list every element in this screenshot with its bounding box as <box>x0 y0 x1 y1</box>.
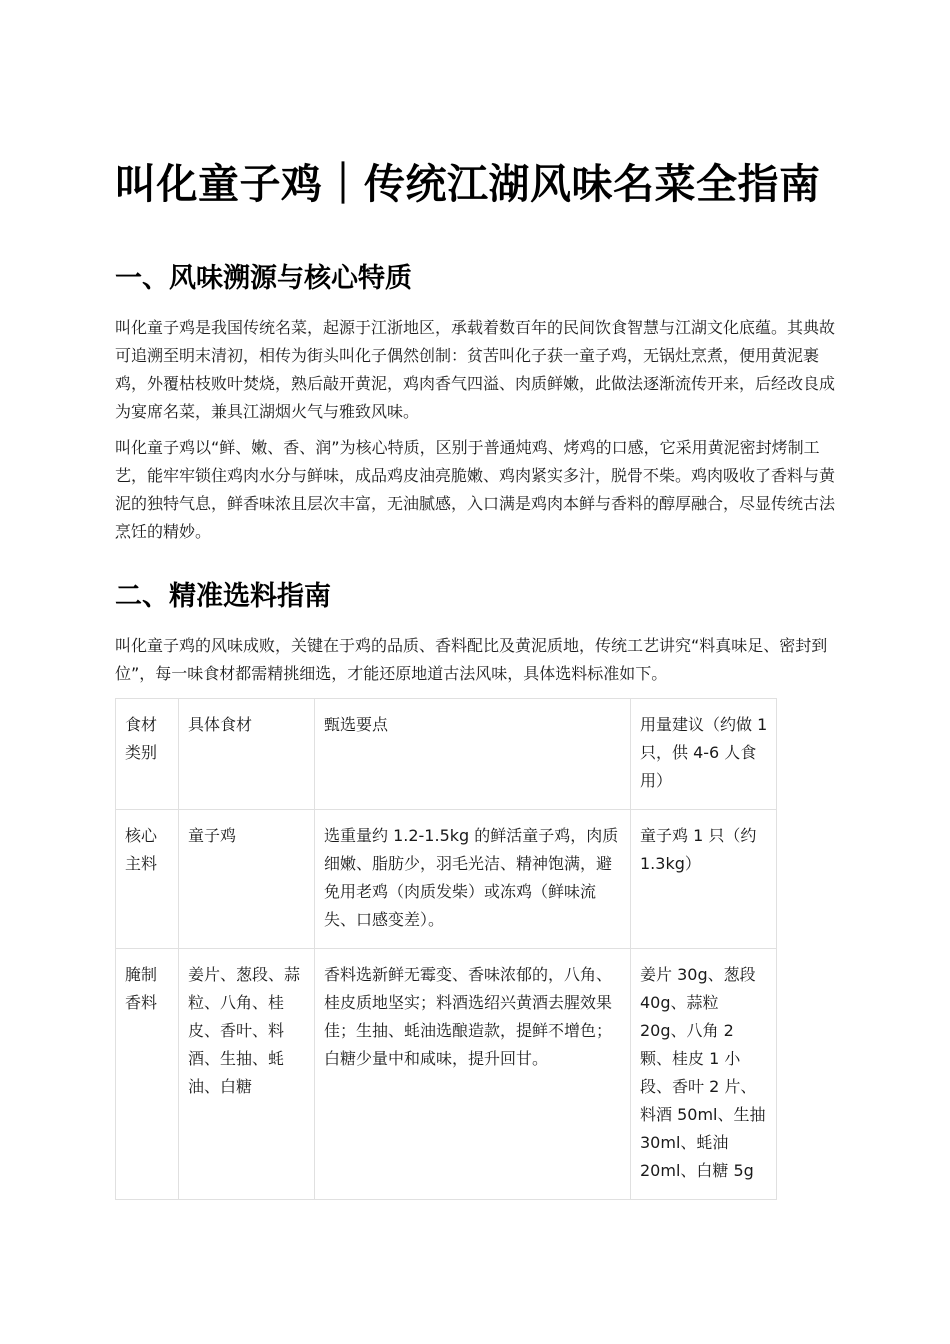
header-cell-ingredient: 具体食材 <box>179 699 315 810</box>
table-cell-category: 核心主料 <box>116 810 179 949</box>
ingredients-table <box>115 698 777 1200</box>
table-cell-ingredient: 姜片、葱段、蒜粒、八角、桂皮、香叶、料酒、生抽、蚝油、白糖 <box>179 949 315 1200</box>
table-header-row <box>116 699 777 810</box>
page-title: 叫化童子鸡｜传统江湖风味名菜全指南 <box>115 160 821 208</box>
table-cell-selection-tips: 香料选新鲜无霉变、香味浓郁的，八角、桂皮质地坚实；料酒选绍兴黄酒去腥效果佳；生抽、蚝油选酿造款，提鲜不增色；白糖少量中和咸味，提升回甘。 <box>315 949 631 1200</box>
paragraph-ingredients-intro: 叫化童子鸡的风味成败，关键在于鸡的品质、香料配比及黄泥质地，传统工艺讲究“料真味足、密封到位”，每一味食材都需精挑细选，才能还原地道古法风味，具体选料标准如下。 <box>115 636 828 683</box>
paragraph-core-traits: 叫化童子鸡以“鲜、嫩、香、润”为核心特质，区别于普通炖鸡、烤鸡的口感，它采用黄泥密封烤制工艺，能牢牢锁住鸡肉水分与鲜味，成品鸡皮油亮脆嫩、鸡肉紧实多汁，脱骨不柴。鸡肉吸收了香料与黄泥的独特气息，鲜香味浓且层次丰富，无油腻感，入口满是鸡肉本鲜与香料的醇厚融合，尽显传统古法烹饪的精妙。 <box>115 438 836 541</box>
header-cell-category: 食材类别 <box>116 699 179 810</box>
table-cell-ingredient: 童子鸡 <box>179 810 315 949</box>
table-row <box>116 810 777 949</box>
table-cell-quantity: 姜片 30g、葱段 40g、蒜粒 20g、八角 2 颗、桂皮 1 小段、香叶 2 片、料酒 50ml、生抽 30ml、蚝油 20ml、白糖 5g <box>631 949 777 1200</box>
table-cell-quantity: 童子鸡 1 只（约 1.3kg） <box>631 810 777 949</box>
table-row <box>116 949 777 1200</box>
header-cell-selection-tips: 甄选要点 <box>315 699 631 810</box>
section-heading-ingredients: 二、精准选料指南 <box>115 581 331 612</box>
table-cell-category: 腌制香料 <box>116 949 179 1200</box>
section-heading-origin: 一、风味溯源与核心特质 <box>115 263 412 294</box>
paragraph-origin-history: 叫化童子鸡是我国传统名菜，起源于江浙地区，承载着数百年的民间饮食智慧与江湖文化底蕴。其典故可追溯至明末清初，相传为街头叫化子偶然创制：贫苦叫化子获一童子鸡，无锅灶烹煮，便用黄泥裹鸡，外覆枯枝败叶焚烧，熟后敲开黄泥，鸡肉香气四溢、肉质鲜嫩，此做法逐渐流传开来，后经改良成为宴席名菜，兼具江湖烟火气与雅致风味。 <box>115 318 836 421</box>
header-cell-quantity: 用量建议（约做 1 只，供 4-6 人食用） <box>631 699 777 810</box>
table-cell-selection-tips: 选重量约 1.2-1.5kg 的鲜活童子鸡，肉质细嫩、脂肪少，羽毛光洁、精神饱满，避免用老鸡（肉质发柴）或冻鸡（鲜味流失、口感变差）。 <box>315 810 631 949</box>
